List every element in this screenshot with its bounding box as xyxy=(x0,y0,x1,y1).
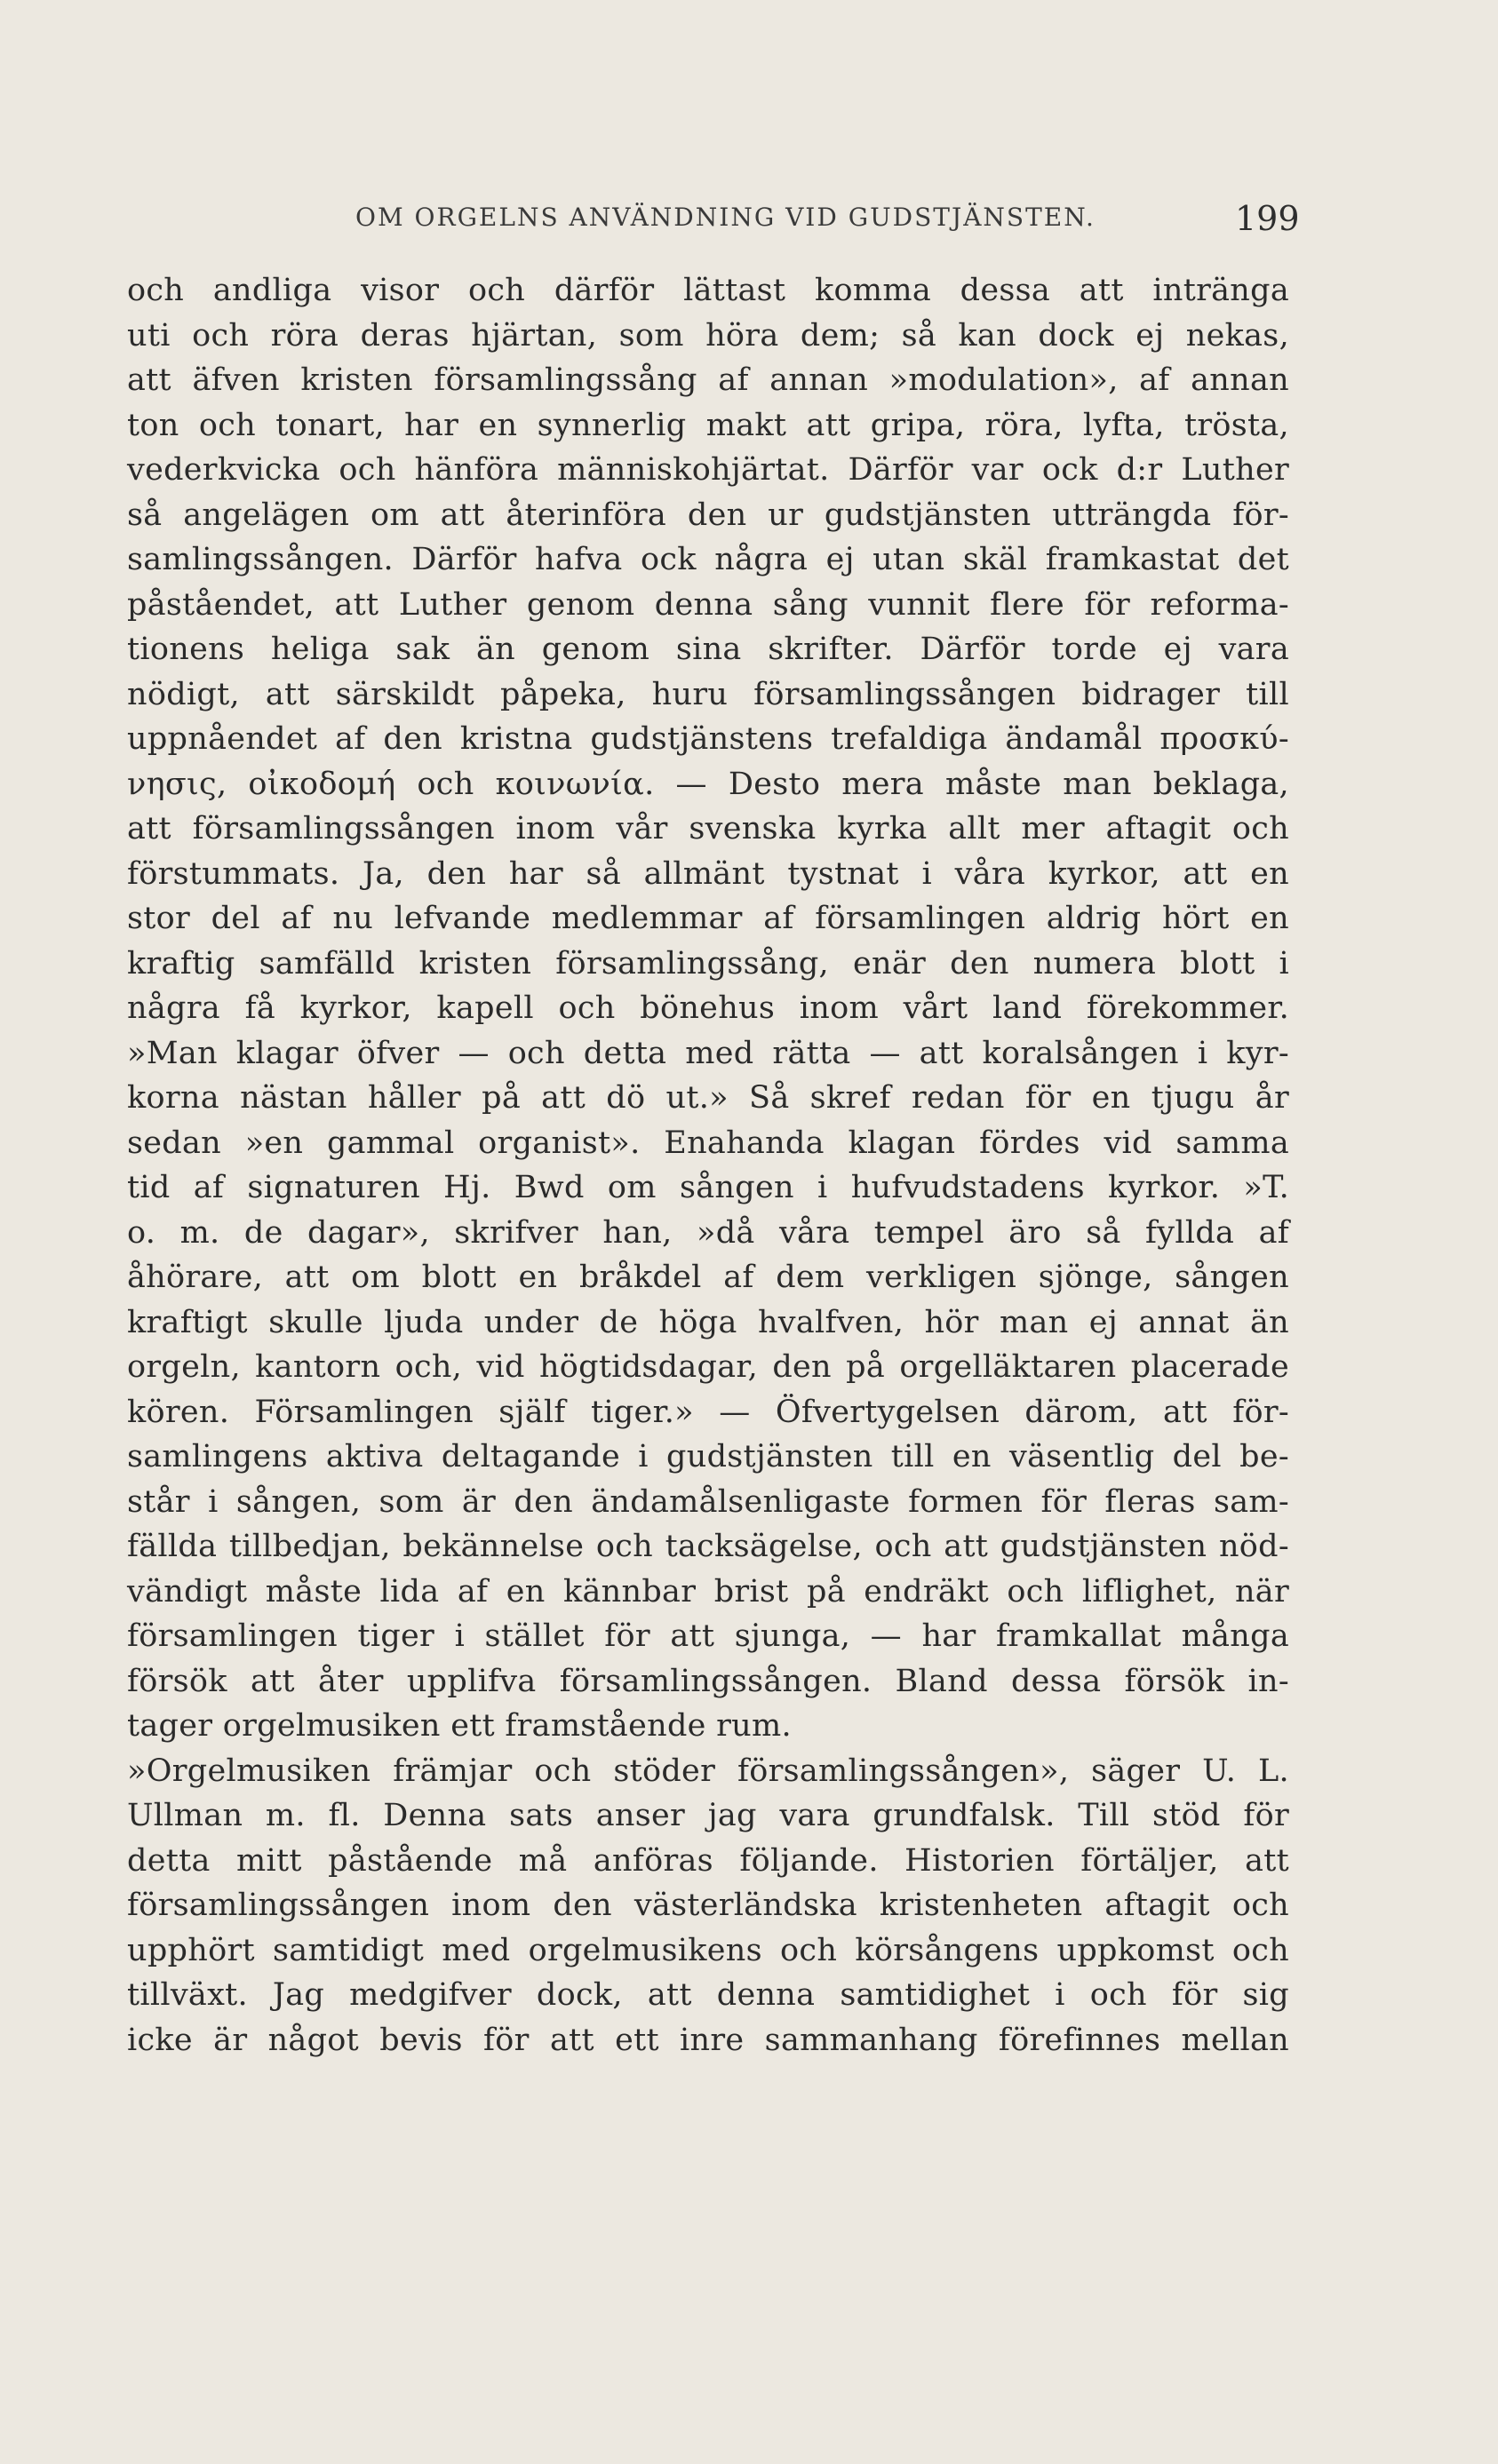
text-line: församlingssången inom den västerländska kristenheten aftagit och xyxy=(127,1888,1289,1923)
text-line: samlingssången. Därför hafva ock några ej utan skäl framkastat det xyxy=(127,542,1289,577)
text-line: församlingen tiger i stället för att sjunga, — har framkallat många xyxy=(127,1618,1289,1654)
text-line: kraftigt skulle ljuda under de höga hvalfven, hör man ej annat än xyxy=(127,1304,1289,1340)
text-line: kraftig samfälld kristen församlingssång, enär den numera blott i xyxy=(127,945,1289,982)
text-line: icke är något bevis för att ett inre sammanhang förefinnes mellan xyxy=(127,2022,1289,2058)
text-line: uti och röra deras hjärtan, som höra dem; så kan dock ej nekas, xyxy=(127,317,1289,354)
text-line: påståendet, att Luther genom denna sång vunnit flere för reforma- xyxy=(127,586,1289,623)
text-line: kören. Församlingen själf tiger.» — Öfvertygelsen därom, att för- xyxy=(127,1394,1289,1430)
text-line: vederkvicka och hänföra människohjärtat. Därför var ock d:r Luther xyxy=(127,452,1289,488)
text-line: Ullman m. fl. Denna sats anser jag vara grundfalsk. Till stöd för xyxy=(127,1798,1289,1833)
running-title: OM ORGELNS ANVÄNDNING VID GUDSTJÄNSTEN. xyxy=(355,203,1096,232)
text-line: nödigt, att särskildt påpeka, huru församlingssången bidrager till xyxy=(127,676,1289,712)
text-line: korna nästan håller på att dö ut.» Så skref redan för en tjugu år xyxy=(127,1080,1289,1116)
text-line: samlingens aktiva deltagande i gudstjänsten till en väsentlig del be- xyxy=(127,1439,1289,1474)
text-line: orgeln, kantorn och, vid högtidsdagar, den på orgelläktaren placerade xyxy=(127,1349,1289,1385)
text-line: ton och tonart, har en synnerlig makt att gripa, röra, lyfta, trösta, xyxy=(127,407,1289,443)
text-line: förstummats. Ja, den har så allmänt tystnat i våra kyrkor, att en xyxy=(127,855,1289,892)
text-line: upphört samtidigt med orgelmusikens och körsångens uppkomst och xyxy=(127,1932,1289,1968)
text-line: åhörare, att om blott en bråkdel af dem verkligen sjönge, sången xyxy=(127,1260,1289,1295)
text-line: att äfven kristen församlingssång af annan »modulation», af annan xyxy=(127,362,1289,398)
text-line: några få kyrkor, kapell och bönehus inom vårt land förekommer. xyxy=(127,990,1289,1026)
text-line: tid af signaturen Hj. Bwd om sången i hufvudstadens kyrkor. »T. xyxy=(127,1170,1289,1205)
text-line: »Orgelmusiken främjar och stöder församlingssången», säger U. L. xyxy=(127,1753,1289,1789)
text-line: uppnåendet af den kristna gudstjänstens trefaldiga ändamål προσκύ- xyxy=(127,721,1289,757)
text-line: så angelägen om att återinföra den ur gudstjänsten utträngda för- xyxy=(127,497,1289,533)
text-line: står i sången, som är den ändamålsenligaste formen för fleras sam- xyxy=(127,1483,1289,1520)
text-line: »Man klagar öfver — och detta med rätta — att koralsången i kyr- xyxy=(127,1035,1289,1071)
text-line-paragraph-end: tager orgelmusiken ett framstående rum. xyxy=(127,1708,792,1744)
text-line: detta mitt påstående må anföras följande. Historien förtäljer, att xyxy=(127,1842,1289,1879)
text-line: vändigt måste lida af en kännbar brist på endräkt och liflighet, när xyxy=(127,1573,1289,1610)
text-line: sedan »en gammal organist». Enahanda klagan fördes vid samma xyxy=(127,1125,1289,1161)
page-number: 199 xyxy=(1235,199,1300,238)
text-line: tillväxt. Jag medgifver dock, att denna samtidighet i och för sig xyxy=(127,1977,1289,2013)
body-text xyxy=(127,268,1289,2063)
text-line: νησις, οἰκοδομή och κοινωνία. — Desto mera måste man beklaga, xyxy=(127,766,1289,802)
text-line: och andliga visor och därför lättast komma dessa att intränga xyxy=(127,273,1289,308)
text-line: stor del af nu lefvande medlemmar af församlingen aldrig hört en xyxy=(127,901,1289,936)
text-line: fällda tillbedjan, bekännelse och tacksägelse, och att gudstjänsten nöd- xyxy=(127,1529,1289,1564)
text-line: att församlingssången inom vår svenska kyrka allt mer aftagit och xyxy=(127,811,1289,847)
text-line: tionens heliga sak än genom sina skrifter. Därför torde ej vara xyxy=(127,632,1289,667)
text-line: försök att åter upplifva församlingssången. Bland dessa försök in- xyxy=(127,1663,1289,1699)
text-line: o. m. de dagar», skrifver han, »då våra tempel äro så fyllda af xyxy=(127,1214,1289,1251)
